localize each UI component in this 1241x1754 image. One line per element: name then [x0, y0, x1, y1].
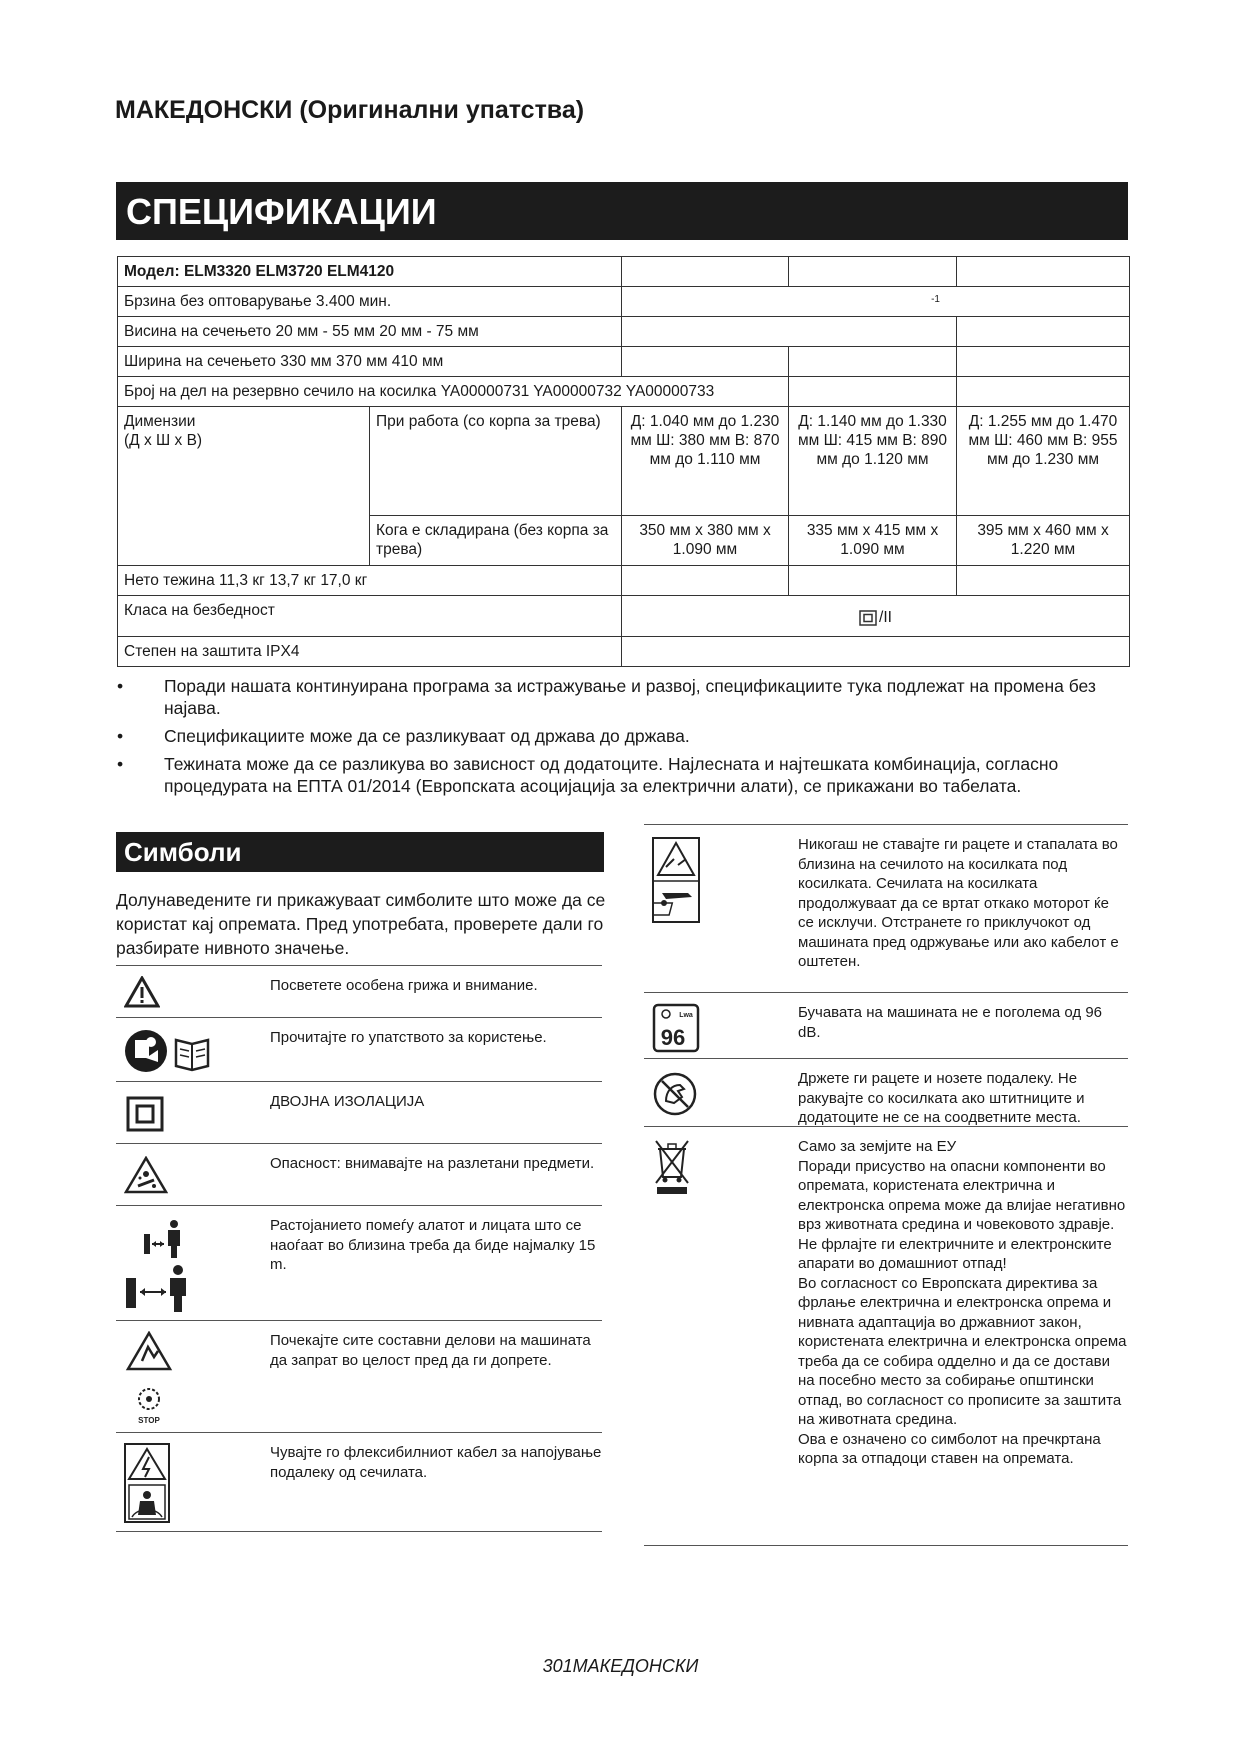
wait-stop-icon	[124, 1331, 264, 1427]
table-row	[118, 347, 1130, 377]
double-insulation-icon	[126, 1096, 266, 1132]
empty-cell	[622, 347, 789, 377]
speed-superscript: -1	[931, 294, 940, 305]
symbols-heading: Симболи	[116, 832, 604, 872]
working-value-cell: Д: 1.255 мм до 1.470 мм Ш: 460 мм В: 955 мм до 1.230 мм	[957, 407, 1130, 516]
double-insulation-small-icon	[859, 610, 877, 626]
empty-cell	[957, 257, 1130, 287]
symbols-intro: Долунаведените ги прикажуваат симболите што може да се користат кај опремата. Пред употребата, проверете дали го разбирате нивното значење.	[116, 890, 606, 958]
bystander-distance-icon	[124, 1218, 264, 1314]
cable-away-icon	[124, 1443, 264, 1523]
weight-cell: Нето тежина 11,3 кг 13,7 кг 17,0 кг	[118, 566, 622, 596]
list-item	[117, 753, 1137, 797]
table-row	[118, 566, 1130, 596]
note-text: Тежината може да се разликува во зависност од додатоците. Најлесната и најтешката комбинација, согласно процедурата на ЕПТА 01/2014 (Европската асоцијација за електрични алати), се прикажани во табелата.	[164, 754, 1059, 796]
list-item	[117, 725, 1137, 747]
bullet: •	[117, 754, 124, 774]
symbol-description: Почекајте сите составни делови на машината да запрат во целост пред да ги допрете.	[270, 1332, 591, 1369]
model-cell: Модел: ELM3320 ELM3720 ELM4120	[118, 257, 622, 287]
symbol-description: Само за земјите на ЕУ Поради присуство на опасни компоненти во опремата, користената електрична и електронска опрема може да влијае негативно врз животната средина и човековото здравје. Не фрлајте ги електричните и електронските апарати во домашниот отпад! Во согласност со Европската директива за фрлање електрична и електронска опрема и нивната адаптација во државниот закон, користената електрична и електронска опрема треба да се собира одделно и да се достави на посебно место за собирање општински отпад, во согласност со прописите за заштита на животната средина. Ова е означено со симболот на пречкртана корпа за отпадоци ставен на опремата.	[798, 1138, 1127, 1467]
blade-part-cell: Број на дел на резервно сечило на косилка YA00000731 YA00000732 YA00000733	[118, 377, 789, 407]
symbol-description: Растојанието помеѓу алатот и лицата што се наоѓаат во близина треба да биде најмалку 15 m.	[270, 1217, 596, 1273]
table-row	[118, 317, 1130, 347]
empty-cell	[957, 317, 1130, 347]
symbol-description: Никогаш не ставајте ги рацете и стапалата во близина на сечилото на косилката под косилката. Сечилата на косилката продолжуваат да се вртат откако моторот ќе се исклучи. Отстранете го приклучокот од машината пред одржување или ако кабелот е оштетен.	[798, 836, 1119, 970]
noise-sub-label: Lwa	[679, 1012, 693, 1019]
table-row	[118, 407, 1130, 516]
speed-cell: Брзина без оптоварување 3.400 мин.	[118, 287, 622, 317]
symbol-description: Прочитајте го упатството за користење.	[270, 1029, 547, 1046]
page-footer: 301МАКЕДОНСКИ	[542, 1656, 699, 1676]
bullet: •	[117, 726, 124, 746]
list-item	[644, 824, 1128, 992]
bullet: •	[117, 676, 124, 696]
table-row	[118, 596, 1130, 637]
working-value-cell: Д: 1.040 мм до 1.230 мм Ш: 380 мм В: 870 мм до 1.110 мм	[622, 407, 789, 516]
weee-bin-icon	[652, 1137, 792, 1197]
list-item	[644, 992, 1128, 1058]
cut-height-cell: Висина на сечењето 20 мм - 55 мм 20 мм - 75 мм	[118, 317, 622, 347]
empty-cell	[622, 636, 1130, 666]
table-row	[118, 287, 1130, 317]
empty-cell	[957, 377, 1130, 407]
safety-class-value: /II	[879, 609, 892, 626]
symbols-left-list	[116, 965, 602, 1532]
language-title: МАКЕДОНСКИ (Оригинални упатства)	[115, 96, 585, 124]
list-item	[116, 965, 602, 1017]
dimensions-label-cell: Димензии (Д х Ш х В)	[118, 407, 370, 566]
cut-width-cell: Ширина на сечењето 330 мм 370 мм 410 мм	[118, 347, 622, 377]
note-text: Спецификациите може да се разликуваат од држава до држава.	[164, 726, 690, 746]
symbol-description: Бучавата на машината не е поголема од 96 dB.	[798, 1004, 1103, 1041]
symbols-right-list	[644, 824, 1128, 1546]
symbol-description: Посветете особена грижа и внимание.	[270, 977, 538, 994]
list-item	[117, 675, 1137, 719]
empty-cell	[622, 566, 789, 596]
empty-cell	[789, 377, 957, 407]
table-row	[118, 636, 1130, 666]
speed-unit-cell	[622, 287, 1130, 317]
stored-label-cell: Кога е складирана (без корпа за трева)	[370, 516, 622, 566]
safety-class-cell: Класа на безбедност	[118, 596, 622, 637]
table-row	[118, 257, 1130, 287]
symbol-description: ДВОЈНА ИЗОЛАЦИЈА	[270, 1093, 425, 1110]
specifications-heading: СПЕЦИФИКАЦИИ	[116, 182, 1128, 240]
empty-cell	[622, 257, 789, 287]
list-item	[116, 1143, 602, 1205]
list-item	[644, 1058, 1128, 1126]
noise-level-icon	[652, 1003, 792, 1053]
empty-cell	[789, 566, 957, 596]
notes-list	[117, 675, 1137, 803]
stored-value-cell: 395 мм х 460 мм х 1.220 мм	[957, 516, 1130, 566]
noise-value: 96	[660, 1025, 686, 1050]
empty-cell	[957, 566, 1130, 596]
symbol-description: Чувајте го флексибилниот кабел за напојување подалеку од сечилата.	[270, 1444, 602, 1481]
working-value-cell: Д: 1.140 мм до 1.330 мм Ш: 415 мм В: 890 мм до 1.120 мм	[789, 407, 957, 516]
list-item	[116, 1205, 602, 1320]
keep-hands-away-icon	[652, 1071, 792, 1117]
stored-value-cell: 335 мм х 415 мм х 1.090 мм	[789, 516, 957, 566]
empty-cell	[789, 257, 957, 287]
list-item	[116, 1432, 602, 1532]
stored-value-cell: 350 мм х 380 мм х 1.090 мм	[622, 516, 789, 566]
list-item	[116, 1017, 602, 1081]
working-label-cell: При работа (со корпа за трева)	[370, 407, 622, 516]
safety-class-value-cell	[622, 596, 1130, 637]
specifications-table	[117, 256, 1130, 667]
stop-label: STOP	[138, 1416, 160, 1425]
list-item	[116, 1320, 602, 1432]
read-manual-icon	[124, 1028, 264, 1074]
empty-cell	[622, 317, 957, 347]
flying-objects-icon	[124, 1156, 264, 1194]
warning-triangle-icon	[124, 976, 264, 1008]
empty-cell	[957, 347, 1130, 377]
list-item	[116, 1081, 602, 1143]
protection-cell: Степен на заштита IPX4	[118, 636, 622, 666]
symbol-description: Опасност: внимавајте на разлетани предмети.	[270, 1155, 595, 1172]
table-row	[118, 377, 1130, 407]
blade-hazard-icon	[652, 837, 792, 923]
empty-cell	[789, 347, 957, 377]
symbol-description: Држете ги рацете и нозете подалеку. Не ракувајте со косилката ако штитниците и додатоците не се на соодветните места.	[798, 1070, 1085, 1126]
note-text: Поради нашата континуирана програма за истражување и развој, спецификациите тука подлежат на промена без најава.	[164, 676, 1096, 718]
list-item	[644, 1126, 1128, 1546]
